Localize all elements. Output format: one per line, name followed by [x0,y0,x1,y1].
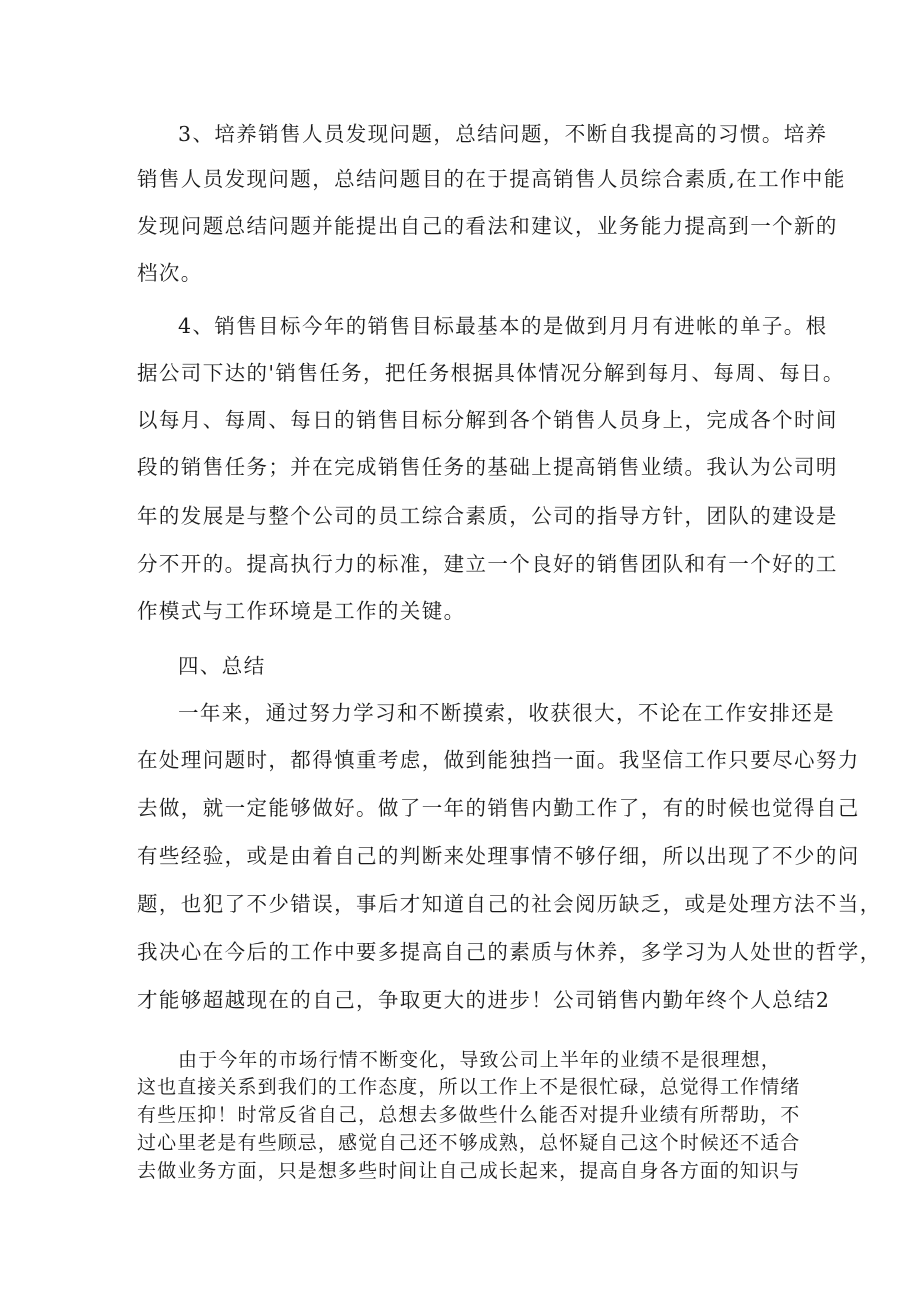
summary-line: 去做，就一定能够做好。做了一年的销售内勤工作了，有的时候也觉得自己 [137,796,860,820]
paragraph-4-line: 4、销售目标今年的销售目标最基本的是做到月月有进帐的单子。根 [178,314,828,338]
paragraph-3-line: 发现问题总结问题并能提出自己的看法和建议，业务能力提高到一个新的 [137,214,838,238]
next-paragraph-line: 去做业务方面，只是想多些时间让自己成长起来，提高自身各方面的知识与 [137,1160,801,1182]
paragraph-4-line: 年的发展是与整个公司的员工综合素质，公司的指导方针，团队的建设是 [137,504,838,528]
paragraph-4-line: 段的销售任务；并在完成销售任务的基础上提高销售业绩。我认为公司明 [137,455,838,479]
next-paragraph-line: 这也直接关系到我们的工作态度，所以工作上不是很忙碌，总觉得工作情绪 [137,1076,801,1098]
summary-line: 题，也犯了不少错误，事后才知道自己的社会阅历缺乏，或是处理方法不当， [137,892,882,916]
summary-line: 有些经验，或是由着自己的判断来处理事情不够仔细，所以出现了不少的问 [137,844,860,868]
summary-line: 在处理问题时，都得慎重考虑，做到能独挡一面。我坚信工作只要尽心努力 [137,748,860,772]
paragraph-4-line: 分不开的。提高执行力的标准，建立一个良好的销售团队和有一个好的工 [137,552,838,576]
summary-line: 一年来，通过努力学习和不断摸索，收获很大，不论在工作安排还是 [178,701,835,725]
paragraph-3-line: 档次。 [137,261,203,285]
paragraph-3-line: 3、培养销售人员发现问题，总结问题，不断自我提高的习惯。培养 [178,122,828,146]
section-heading: 四、总结 [178,654,266,678]
summary-line: 才能够超越现在的自己，争取更大的进步！公司销售内勤年终个人总结2 [137,988,831,1012]
paragraph-3-line: 销售人员发现问题，总结问题目的在于提高销售人员综合素质,在工作中能 [137,167,846,191]
next-paragraph-line: 过心里老是有些顾忌，感觉自己还不够成熟，总怀疑自己这个时候还不适合 [137,1132,801,1154]
next-paragraph-line: 由于今年的市场行情不断变化，导致公司上半年的业绩不是很理想， [178,1049,782,1071]
next-paragraph-line: 有些压抑！时常反省自己，总想去多做些什么能否对提升业绩有所帮助，不 [137,1104,801,1126]
paragraph-4-line: 据公司下达的'销售任务，把任务根据具体情况分解到每月、每周、每日。 [137,361,845,385]
summary-line: 我决心在今后的工作中要多提高自己的素质与休养，多学习为人处世的哲学， [137,940,882,964]
paragraph-4-line: 作模式与工作环境是工作的关键。 [137,599,466,623]
paragraph-4-line: 以每月、每周、每日的销售目标分解到各个销售人员身上，完成各个时间 [137,408,838,432]
